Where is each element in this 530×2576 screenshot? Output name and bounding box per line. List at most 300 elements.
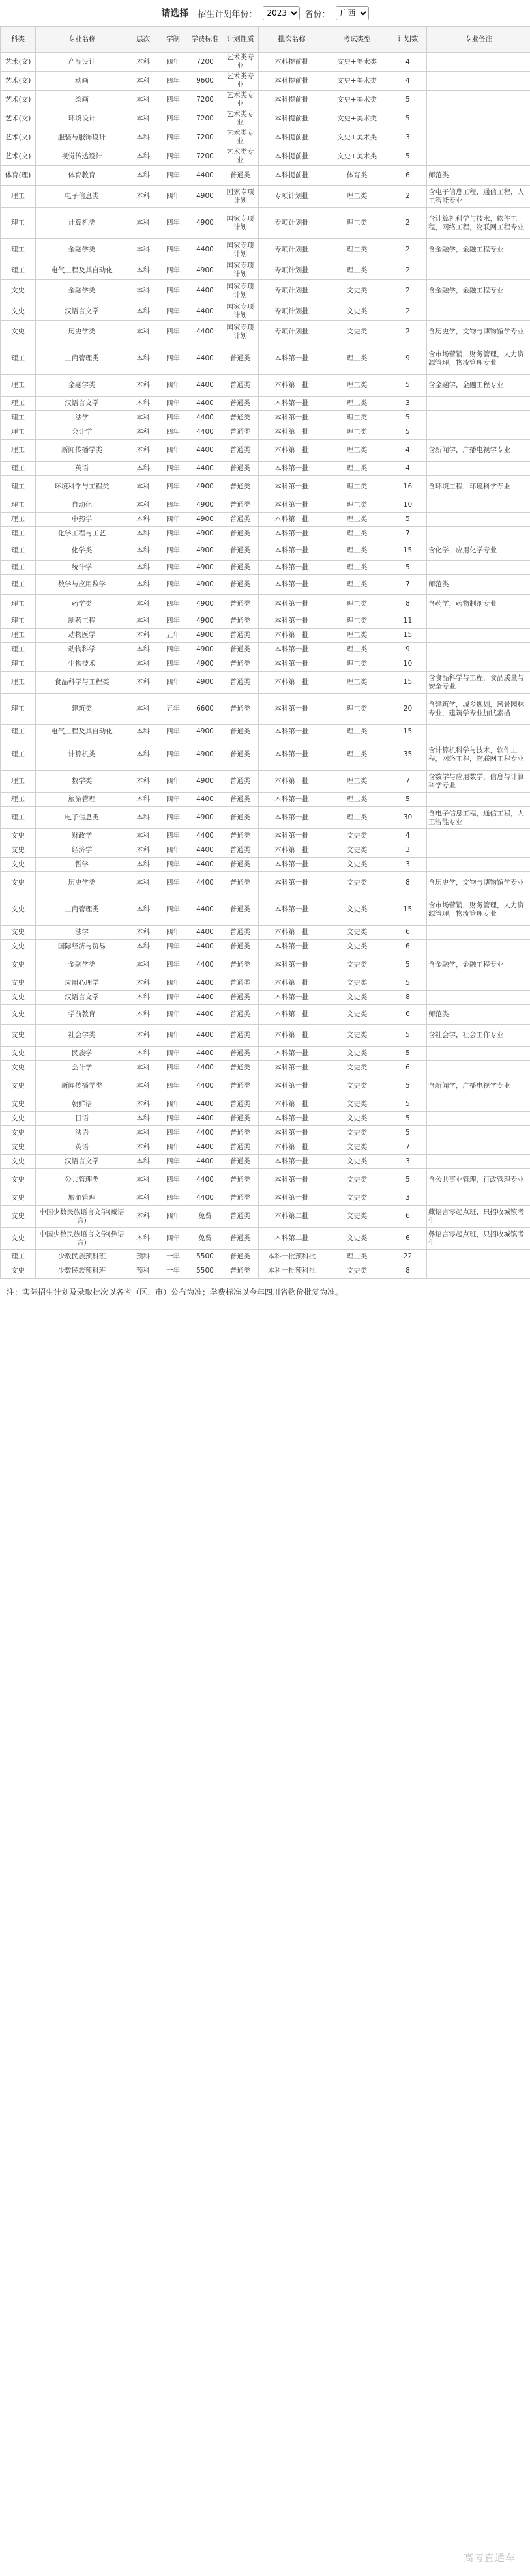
- table-cell: 3: [389, 858, 427, 872]
- table-cell: 本科: [128, 321, 158, 343]
- table-cell: 本科第一批: [259, 843, 325, 858]
- table-cell: 药学类: [36, 595, 128, 614]
- table-cell: 文史类: [325, 940, 389, 954]
- cell-note: 含社会学，社会工作专业: [427, 1025, 530, 1047]
- cell-note: [427, 629, 530, 643]
- table-row: [1, 321, 530, 343]
- table-cell: 4400: [188, 829, 222, 843]
- table-cell: 4400: [188, 872, 222, 894]
- cell-note: [427, 858, 530, 872]
- table-cell: 本科提前批: [259, 53, 325, 72]
- table-cell: 四年: [158, 1126, 188, 1140]
- table-cell: 10: [389, 657, 427, 672]
- table-cell: 国家专项计划: [222, 208, 259, 239]
- cell-note: [427, 1047, 530, 1061]
- table-cell: 新闻传播学类: [36, 1075, 128, 1097]
- column-header: 批次名称: [259, 27, 325, 53]
- table-cell: 普通类: [222, 1097, 259, 1112]
- table-cell: 计算机类: [36, 739, 128, 771]
- table-cell: 理工类: [325, 1250, 389, 1264]
- table-cell: 2: [389, 280, 427, 302]
- table-cell: 理工类: [325, 527, 389, 541]
- table-cell: 会计学: [36, 1061, 128, 1075]
- table-row: [1, 1228, 530, 1250]
- table-cell: 文史类: [325, 991, 389, 1005]
- table-cell: 4400: [188, 280, 222, 302]
- table-cell: 5500: [188, 1264, 222, 1279]
- table-cell: 本科: [128, 375, 158, 397]
- table-cell: 9: [389, 643, 427, 657]
- table-row: [1, 1097, 530, 1112]
- table-cell: 文史: [1, 280, 36, 302]
- table-cell: 本科第一批: [259, 513, 325, 527]
- table-cell: 四年: [158, 476, 188, 498]
- table-row: [1, 411, 530, 425]
- cell-note: 藏语言零起点班，只招收城镇考生: [427, 1206, 530, 1228]
- table-cell: 本科: [128, 829, 158, 843]
- table-cell: 6: [389, 1228, 427, 1250]
- table-cell: 6: [389, 1206, 427, 1228]
- table-cell: 文史类: [325, 926, 389, 940]
- table-cell: 文史: [1, 976, 36, 991]
- cell-note: 含历史学，文物与博物馆学专业: [427, 872, 530, 894]
- table-cell: 四年: [158, 807, 188, 829]
- table-cell: 15: [389, 541, 427, 561]
- table-cell: 旅游管理: [36, 1191, 128, 1206]
- cell-note: 含数学与应用数学，信息与计算科学专业: [427, 771, 530, 793]
- table-cell: 普通类: [222, 440, 259, 462]
- table-cell: 普通类: [222, 843, 259, 858]
- table-row: [1, 343, 530, 375]
- table-cell: 4: [389, 462, 427, 476]
- table-cell: 理工类: [325, 462, 389, 476]
- table-cell: 理工类: [325, 440, 389, 462]
- table-cell: 文史类: [325, 872, 389, 894]
- table-cell: 4400: [188, 343, 222, 375]
- table-cell: 本科第一批: [259, 1126, 325, 1140]
- table-cell: 理工类: [325, 375, 389, 397]
- table-cell: 本科: [128, 1206, 158, 1228]
- table-cell: 4900: [188, 672, 222, 694]
- table-cell: 11: [389, 614, 427, 629]
- cell-note: 含金融学，金融工程专业: [427, 239, 530, 261]
- table-cell: 2: [389, 261, 427, 280]
- table-cell: 本科第一批: [259, 575, 325, 595]
- table-cell: 艺术(文): [1, 91, 36, 109]
- table-cell: 四年: [158, 725, 188, 739]
- table-cell: 4400: [188, 1005, 222, 1025]
- table-cell: 本科第一批: [259, 397, 325, 411]
- table-cell: 8: [389, 872, 427, 894]
- table-cell: 化学工程与工艺: [36, 527, 128, 541]
- table-cell: 体育(理): [1, 166, 36, 186]
- table-cell: 文史类: [325, 954, 389, 976]
- table-row: [1, 954, 530, 976]
- table-cell: 本科: [128, 894, 158, 926]
- table-cell: 电子信息类: [36, 807, 128, 829]
- table-cell: 理工: [1, 397, 36, 411]
- cell-note: 师范类: [427, 575, 530, 595]
- table-cell: 理工类: [325, 643, 389, 657]
- table-cell: 普通类: [222, 872, 259, 894]
- column-header: 层次: [128, 27, 158, 53]
- table-cell: 本科: [128, 1061, 158, 1075]
- table-row: [1, 843, 530, 858]
- table-cell: 普通类: [222, 771, 259, 793]
- table-cell: 四年: [158, 280, 188, 302]
- table-cell: 文史类: [325, 1191, 389, 1206]
- table-cell: 普通类: [222, 1206, 259, 1228]
- table-row: [1, 53, 530, 72]
- table-cell: 本科第一批: [259, 725, 325, 739]
- table-cell: 本科第一批: [259, 926, 325, 940]
- table-cell: 四年: [158, 1047, 188, 1061]
- cell-note: 含化学，应用化学专业: [427, 541, 530, 561]
- table-row: [1, 991, 530, 1005]
- table-cell: 四年: [158, 940, 188, 954]
- table-cell: 本科: [128, 807, 158, 829]
- table-cell: 本科: [128, 858, 158, 872]
- table-row: [1, 302, 530, 321]
- table-cell: 理工: [1, 771, 36, 793]
- table-cell: 四年: [158, 843, 188, 858]
- table-cell: 本科: [128, 991, 158, 1005]
- table-cell: 四年: [158, 425, 188, 440]
- table-cell: 普通类: [222, 672, 259, 694]
- table-cell: 本科第一批: [259, 991, 325, 1005]
- cell-note: 含建筑学，城乡规划，风景园林专业，建筑学专业加试素描: [427, 694, 530, 725]
- table-cell: 动物医学: [36, 629, 128, 643]
- table-cell: 理工类: [325, 575, 389, 595]
- table-cell: 普通类: [222, 1250, 259, 1264]
- province-label: 省份：: [304, 9, 331, 20]
- table-cell: 7200: [188, 91, 222, 109]
- table-cell: 文史: [1, 954, 36, 976]
- table-cell: 文史: [1, 1097, 36, 1112]
- table-cell: 艺术类专业: [222, 72, 259, 91]
- table-cell: 4400: [188, 239, 222, 261]
- table-row: [1, 894, 530, 926]
- table-cell: 4900: [188, 498, 222, 513]
- table-row: [1, 643, 530, 657]
- table-cell: 四年: [158, 561, 188, 575]
- column-header: 专业备注: [427, 27, 530, 53]
- table-cell: 绘画: [36, 91, 128, 109]
- table-row: [1, 793, 530, 807]
- table-cell: 普通类: [222, 166, 259, 186]
- table-row: [1, 940, 530, 954]
- table-row: [1, 829, 530, 843]
- table-cell: 汉语言文学: [36, 1155, 128, 1169]
- table-cell: 本科: [128, 793, 158, 807]
- table-cell: 本科第一批: [259, 541, 325, 561]
- table-cell: 英语: [36, 462, 128, 476]
- table-cell: 本科第一批: [259, 1140, 325, 1155]
- table-cell: 理工类: [325, 343, 389, 375]
- table-cell: 中国少数民族语言文学(彝语言): [36, 1228, 128, 1250]
- table-cell: 4900: [188, 657, 222, 672]
- table-cell: 本科: [128, 1155, 158, 1169]
- table-cell: 本科第一批: [259, 672, 325, 694]
- table-cell: 四年: [158, 954, 188, 976]
- table-cell: 本科一批预科批: [259, 1264, 325, 1279]
- table-cell: 2: [389, 321, 427, 343]
- table-cell: 7: [389, 575, 427, 595]
- table-row: [1, 629, 530, 643]
- table-cell: 本科第一批: [259, 1005, 325, 1025]
- table-cell: 文史类: [325, 1025, 389, 1047]
- table-cell: 本科: [128, 940, 158, 954]
- table-cell: 理工: [1, 375, 36, 397]
- table-cell: 本科第一批: [259, 476, 325, 498]
- table-cell: 4900: [188, 614, 222, 629]
- table-row: [1, 561, 530, 575]
- cell-note: 含计算机科学与技术，软件工程，网络工程，物联网工程专业: [427, 208, 530, 239]
- table-cell: 普通类: [222, 1047, 259, 1061]
- cell-note: [427, 302, 530, 321]
- table-cell: 四年: [158, 829, 188, 843]
- table-cell: 普通类: [222, 575, 259, 595]
- table-cell: 四年: [158, 147, 188, 166]
- table-cell: 普通类: [222, 411, 259, 425]
- table-cell: 艺术类专业: [222, 91, 259, 109]
- table-row: [1, 657, 530, 672]
- table-cell: 4900: [188, 595, 222, 614]
- table-cell: 服装与服饰设计: [36, 128, 128, 147]
- table-cell: 专项计划批: [259, 239, 325, 261]
- table-cell: 本科第一批: [259, 657, 325, 672]
- table-cell: 普通类: [222, 1061, 259, 1075]
- table-cell: 5: [389, 425, 427, 440]
- table-cell: 6600: [188, 694, 222, 725]
- table-cell: 专项计划批: [259, 186, 325, 208]
- table-cell: 专项计划批: [259, 208, 325, 239]
- table-cell: 历史学类: [36, 321, 128, 343]
- province-select[interactable]: [336, 6, 369, 20]
- cell-note: [427, 940, 530, 954]
- table-cell: 7200: [188, 128, 222, 147]
- table-cell: 动画: [36, 72, 128, 91]
- table-cell: 理工: [1, 657, 36, 672]
- table-cell: 9: [389, 343, 427, 375]
- table-cell: 公共管理类: [36, 1169, 128, 1191]
- table-row: [1, 128, 530, 147]
- table-row: [1, 541, 530, 561]
- table-row: [1, 1264, 530, 1279]
- table-cell: 6: [389, 940, 427, 954]
- table-cell: 经济学: [36, 843, 128, 858]
- table-cell: 四年: [158, 575, 188, 595]
- enrollment-plan-table: [0, 26, 530, 1279]
- table-cell: 艺术(文): [1, 72, 36, 91]
- table-cell: 国家专项计划: [222, 302, 259, 321]
- table-body: [1, 53, 530, 1279]
- table-cell: 本科第一批: [259, 976, 325, 991]
- table-cell: 文史: [1, 1140, 36, 1155]
- table-cell: 五年: [158, 629, 188, 643]
- year-label: 招生计划年份：: [198, 9, 258, 20]
- table-cell: 3: [389, 1191, 427, 1206]
- table-cell: 文史: [1, 302, 36, 321]
- table-cell: 理工类: [325, 476, 389, 498]
- table-cell: 四年: [158, 411, 188, 425]
- table-cell: 文史: [1, 1047, 36, 1061]
- table-cell: 法学: [36, 926, 128, 940]
- table-row: [1, 440, 530, 462]
- table-cell: 本科第一批: [259, 1061, 325, 1075]
- table-cell: 文史类: [325, 1061, 389, 1075]
- cell-note: [427, 513, 530, 527]
- table-cell: 6: [389, 926, 427, 940]
- table-cell: 文史: [1, 1061, 36, 1075]
- table-cell: 4400: [188, 793, 222, 807]
- table-cell: 4: [389, 829, 427, 843]
- cell-note: [427, 128, 530, 147]
- table-cell: 汉语言文学: [36, 302, 128, 321]
- table-cell: 四年: [158, 872, 188, 894]
- table-cell: 国家专项计划: [222, 261, 259, 280]
- table-cell: 自动化: [36, 498, 128, 513]
- table-cell: 文史: [1, 843, 36, 858]
- table-cell: 专项计划批: [259, 261, 325, 280]
- table-cell: 四年: [158, 1140, 188, 1155]
- cell-note: [427, 1191, 530, 1206]
- table-cell: 应用心理学: [36, 976, 128, 991]
- table-cell: 体育类: [325, 166, 389, 186]
- table-cell: 5: [389, 109, 427, 128]
- table-cell: 统计学: [36, 561, 128, 575]
- table-cell: 本科第一批: [259, 411, 325, 425]
- table-cell: 理工类: [325, 239, 389, 261]
- table-cell: 普通类: [222, 739, 259, 771]
- table-cell: 四年: [158, 397, 188, 411]
- table-cell: 本科: [128, 561, 158, 575]
- table-cell: 四年: [158, 375, 188, 397]
- table-cell: 五年: [158, 694, 188, 725]
- table-cell: 5: [389, 1112, 427, 1126]
- table-cell: 四年: [158, 1075, 188, 1097]
- table-cell: 本科: [128, 1169, 158, 1191]
- table-cell: 理工: [1, 793, 36, 807]
- cell-note: [427, 843, 530, 858]
- table-cell: 普通类: [222, 858, 259, 872]
- table-cell: 4400: [188, 302, 222, 321]
- table-cell: 环境科学与工程类: [36, 476, 128, 498]
- table-cell: 本科: [128, 1097, 158, 1112]
- cell-note: [427, 109, 530, 128]
- table-cell: 理工: [1, 462, 36, 476]
- table-cell: 普通类: [222, 343, 259, 375]
- cell-note: [427, 657, 530, 672]
- table-cell: 国家专项计划: [222, 321, 259, 343]
- table-cell: 2: [389, 239, 427, 261]
- table-cell: 本科: [128, 527, 158, 541]
- table-cell: 理工: [1, 561, 36, 575]
- cell-note: 含金融学，金融工程专业: [427, 954, 530, 976]
- table-cell: 四年: [158, 321, 188, 343]
- cell-note: 含历史学，文物与博物馆学专业: [427, 321, 530, 343]
- table-row: [1, 91, 530, 109]
- cell-note: [427, 261, 530, 280]
- table-cell: 6: [389, 166, 427, 186]
- table-cell: 文史类: [325, 1112, 389, 1126]
- table-cell: 本科第一批: [259, 343, 325, 375]
- table-cell: 专项计划批: [259, 321, 325, 343]
- table-cell: 本科: [128, 411, 158, 425]
- table-cell: 7: [389, 1140, 427, 1155]
- table-cell: 3: [389, 397, 427, 411]
- table-cell: 一年: [158, 1250, 188, 1264]
- table-cell: 理工类: [325, 208, 389, 239]
- table-cell: 文史类: [325, 1155, 389, 1169]
- table-cell: 本科: [128, 91, 158, 109]
- table-cell: 5: [389, 1097, 427, 1112]
- table-cell: 四年: [158, 186, 188, 208]
- table-cell: 四年: [158, 239, 188, 261]
- table-cell: 普通类: [222, 614, 259, 629]
- cell-note: 含计算机科学与技术，软件工程，网络工程，物联网工程专业: [427, 739, 530, 771]
- table-cell: 文史: [1, 321, 36, 343]
- table-cell: 文史: [1, 1005, 36, 1025]
- table-cell: 4900: [188, 541, 222, 561]
- table-cell: 理工类: [325, 793, 389, 807]
- table-cell: 5: [389, 1025, 427, 1047]
- table-cell: 文史: [1, 858, 36, 872]
- table-cell: 7: [389, 527, 427, 541]
- table-cell: 本科第一批: [259, 643, 325, 657]
- table-cell: 艺术(文): [1, 109, 36, 128]
- table-cell: 四年: [158, 1191, 188, 1206]
- table-cell: 本科: [128, 425, 158, 440]
- table-cell: 四年: [158, 72, 188, 91]
- table-cell: 电子信息类: [36, 186, 128, 208]
- table-row: [1, 513, 530, 527]
- table-cell: 4400: [188, 440, 222, 462]
- table-cell: 会计学: [36, 425, 128, 440]
- table-cell: 5: [389, 411, 427, 425]
- table-cell: 本科提前批: [259, 128, 325, 147]
- cell-note: [427, 614, 530, 629]
- table-cell: 文史类: [325, 1005, 389, 1025]
- table-cell: 7200: [188, 147, 222, 166]
- table-cell: 学前教育: [36, 1005, 128, 1025]
- cell-note: 含药学，药物制剂专业: [427, 595, 530, 614]
- table-cell: 本科第一批: [259, 807, 325, 829]
- table-cell: 文史类: [325, 829, 389, 843]
- table-cell: 文史+美术类: [325, 91, 389, 109]
- table-cell: 4900: [188, 186, 222, 208]
- table-cell: 文史类: [325, 321, 389, 343]
- table-cell: 民族学: [36, 1047, 128, 1061]
- table-row: [1, 261, 530, 280]
- year-select[interactable]: [263, 6, 300, 20]
- table-cell: 理工: [1, 725, 36, 739]
- table-cell: 四年: [158, 976, 188, 991]
- table-cell: 4400: [188, 940, 222, 954]
- table-cell: 理工: [1, 541, 36, 561]
- table-cell: 理工: [1, 694, 36, 725]
- table-cell: 文史+美术类: [325, 72, 389, 91]
- table-cell: 四年: [158, 926, 188, 940]
- table-cell: 文史: [1, 894, 36, 926]
- table-cell: 文史: [1, 1155, 36, 1169]
- table-cell: 本科: [128, 513, 158, 527]
- cell-note: [427, 725, 530, 739]
- table-cell: 本科: [128, 629, 158, 643]
- table-cell: 本科第一批: [259, 1155, 325, 1169]
- cell-note: [427, 91, 530, 109]
- table-cell: 产品设计: [36, 53, 128, 72]
